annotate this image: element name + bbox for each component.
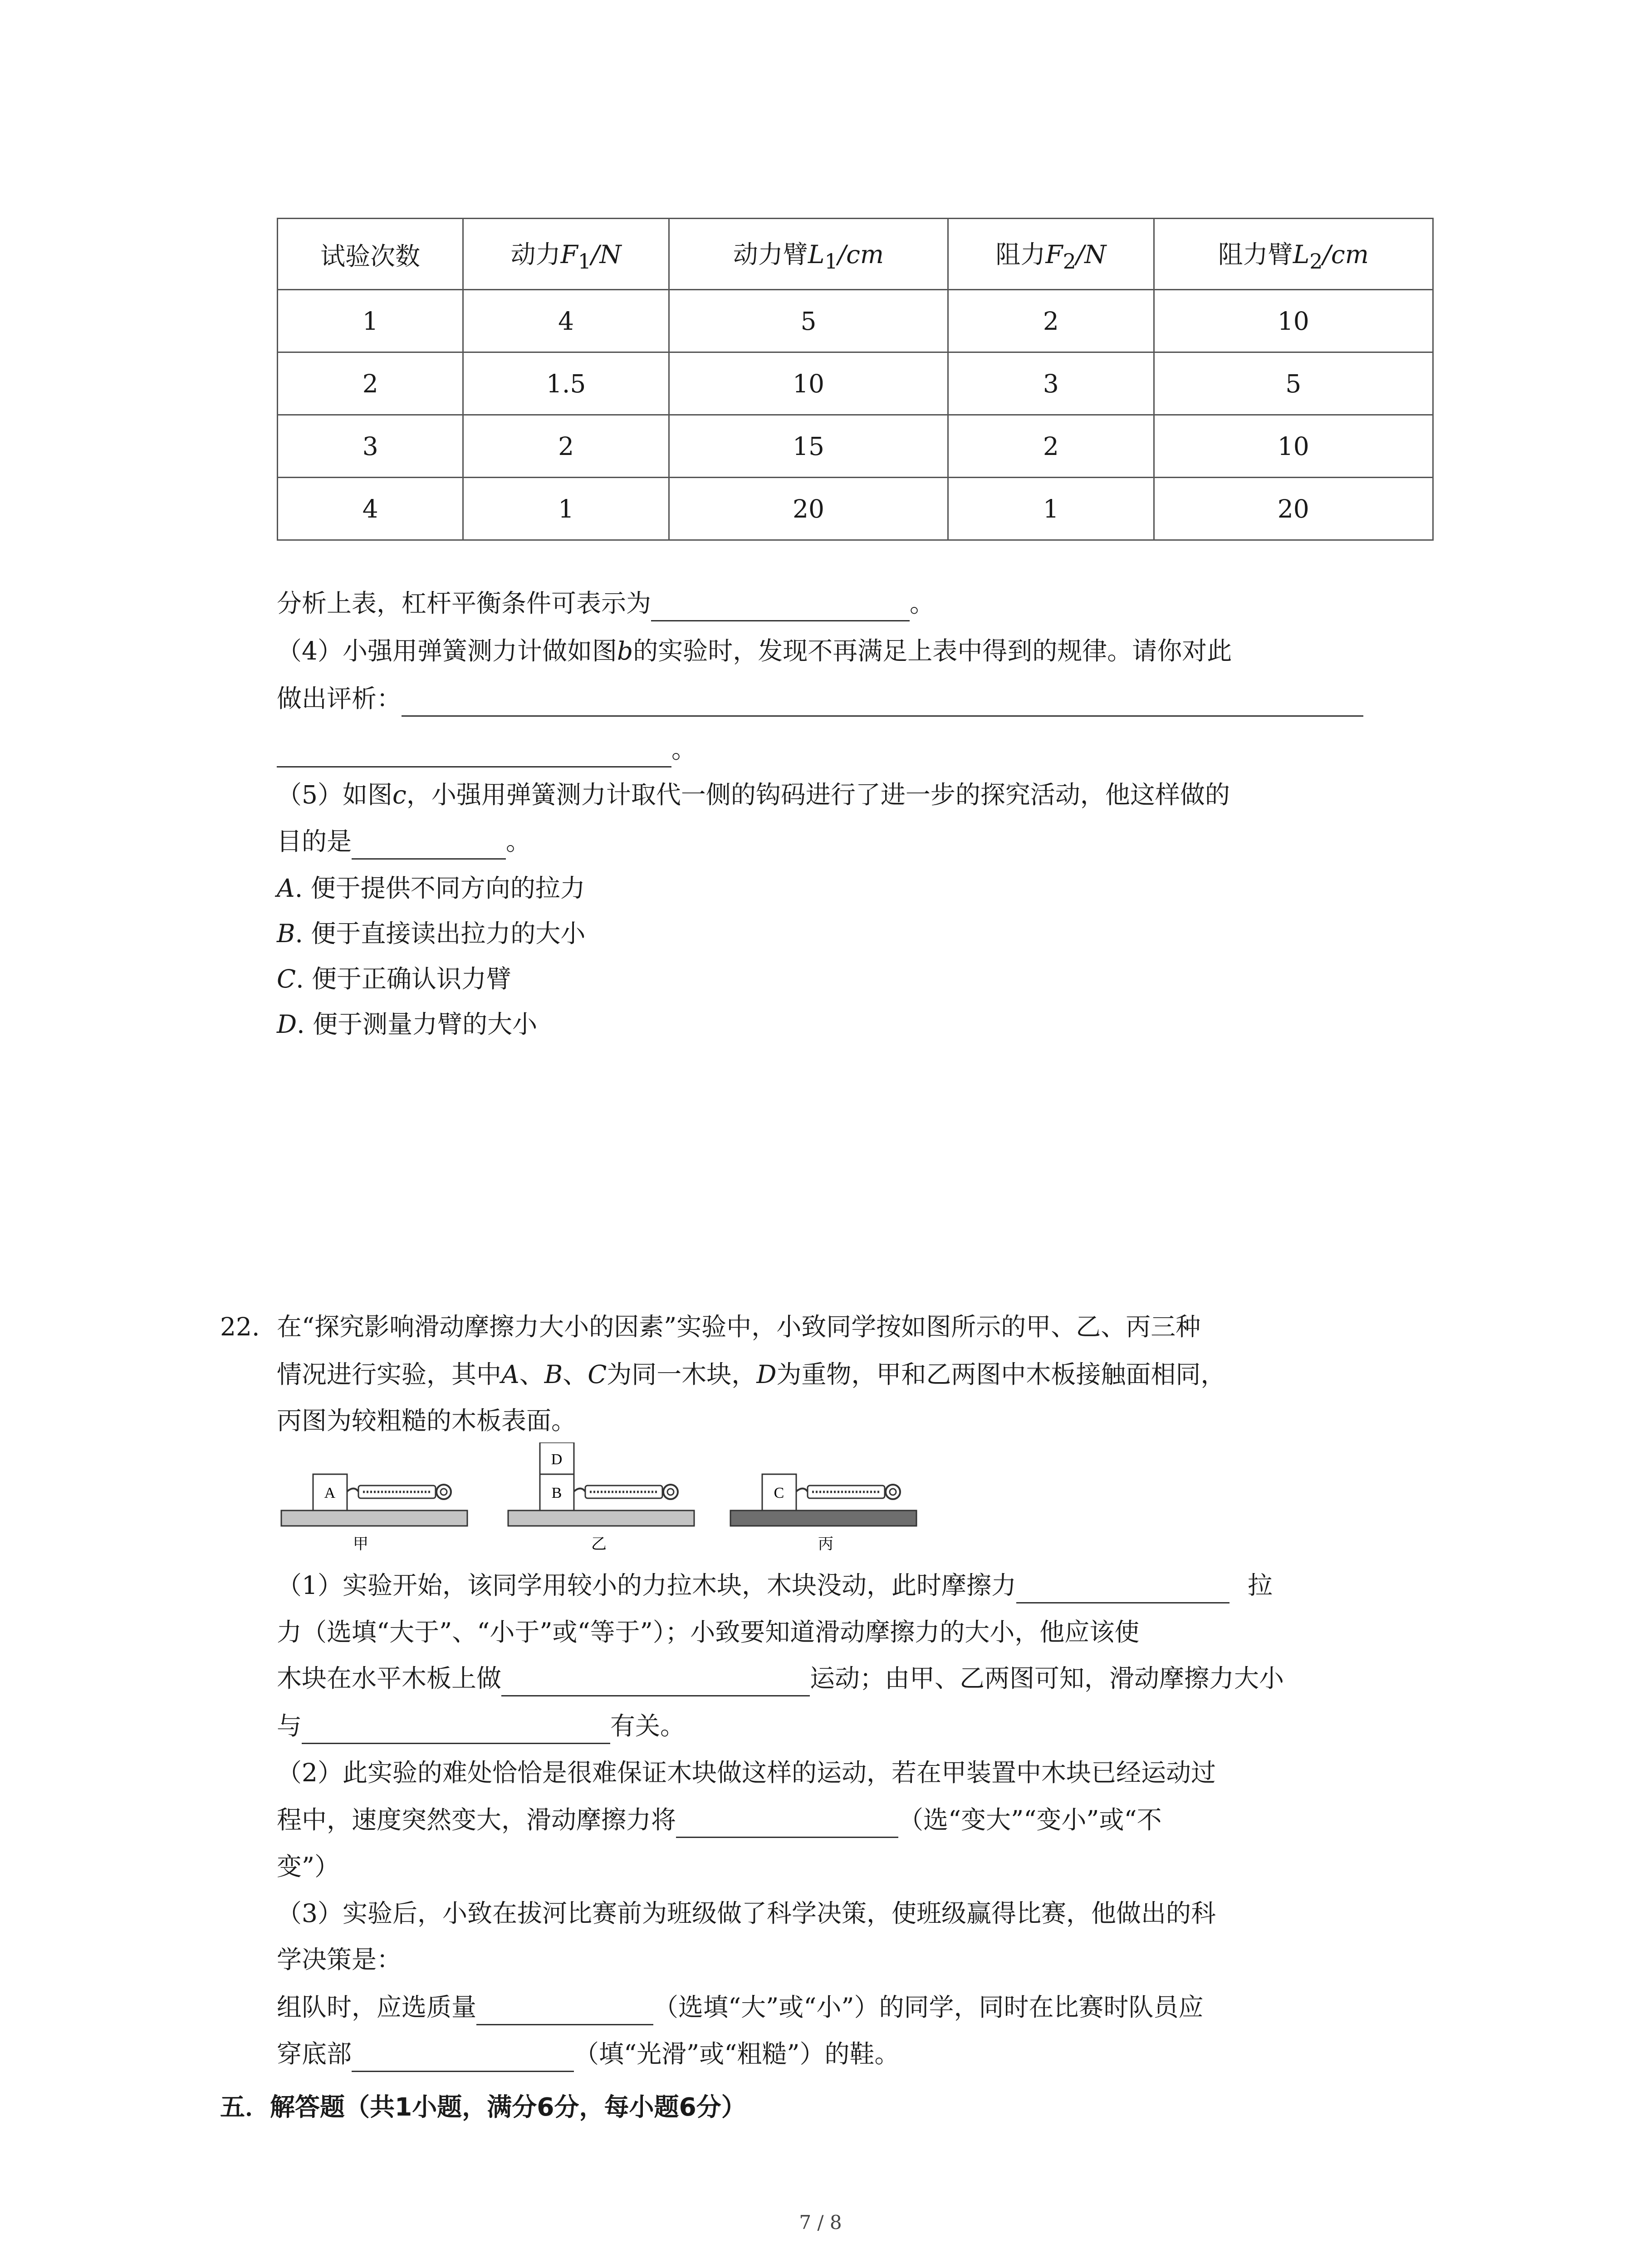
section-heading: 五．解答题（共1小题，满分6分，每小题6分） xyxy=(220,2092,746,2121)
q21-part4-line3: 。 xyxy=(277,731,696,767)
table-cell: 3 xyxy=(948,352,1154,415)
table-header-cell: 动力$F_1/N$ xyxy=(463,219,669,290)
table-cell: 20 xyxy=(1154,478,1433,540)
q22-part1-line4: 与 有关。 xyxy=(277,1708,685,1744)
table-cell: 10 xyxy=(1154,415,1433,478)
table-cell: 1 xyxy=(948,478,1154,540)
wooden-board xyxy=(508,1510,694,1526)
friction-experiment-figure xyxy=(277,1442,939,1560)
table-cell: 5 xyxy=(1154,352,1433,415)
page-number: 7 / 8 xyxy=(799,2211,842,2234)
q22-part2-line2: 程中，速度突然变大，滑动摩擦力将 （选“变大”“变小”或“不 xyxy=(277,1802,1162,1838)
block-c-label: C xyxy=(774,1485,784,1501)
answer-blank[interactable] xyxy=(1016,1575,1230,1603)
wooden-board xyxy=(281,1510,467,1526)
rough-board xyxy=(730,1510,916,1526)
table-header-cell: 动力臂$L_1/cm$ xyxy=(669,219,948,290)
option-d[interactable]: D. 便于测量力臂的大小 xyxy=(277,1010,538,1039)
q22-part3-line4: 穿底部 （填“光滑”或“粗糙”）的鞋。 xyxy=(277,2036,900,2072)
option-c[interactable]: C. 便于正确认识力臂 xyxy=(277,964,512,993)
table-header-cell: 阻力臂$L_2/cm$ xyxy=(1154,219,1433,290)
analysis-line: 分析上表，杠杆平衡条件可表示为 。 xyxy=(277,585,935,621)
table-header-row xyxy=(278,219,1433,290)
table-cell: 5 xyxy=(669,290,948,352)
answer-blank[interactable] xyxy=(352,2043,574,2072)
q22-part3-line1: （3）实验后，小致在拔河比赛前为班级做了科学决策，使班级赢得比赛，他做出的科 xyxy=(277,1899,1216,1928)
setup-jia xyxy=(281,1474,467,1526)
table-header-cell: 试验次数 xyxy=(278,219,463,290)
q21-part4-line2: 做出评析： xyxy=(277,680,1363,717)
block-a-label: A xyxy=(324,1485,336,1501)
answer-blank[interactable] xyxy=(402,688,1363,717)
setup-bing xyxy=(730,1474,916,1526)
table-cell: 20 xyxy=(669,478,948,540)
table-row xyxy=(278,290,1433,352)
table-cell: 2 xyxy=(278,352,463,415)
caption-yi: 乙 xyxy=(591,1535,607,1553)
table-cell: 2 xyxy=(463,415,669,478)
table-cell: 1 xyxy=(463,478,669,540)
q21-part5-line1: （5）如图c，小强用弹簧测力计取代一侧的钩码进行了进一步的探究活动，他这样做的 xyxy=(277,780,1230,809)
table-row xyxy=(278,352,1433,415)
q22-part2-line3: 变”） xyxy=(277,1852,340,1881)
spring-scale-icon xyxy=(796,1485,900,1499)
answer-blank[interactable] xyxy=(676,1809,898,1838)
answer-blank[interactable] xyxy=(302,1716,610,1744)
q22-part1-line3: 木块在水平木板上做 运动；由甲、乙两图可知，滑动摩擦力大小 xyxy=(277,1660,1284,1696)
q22-line2: 情况进行实验，其中A、B、C为同一木块，D为重物，甲和乙两图中木板接触面相同， xyxy=(277,1360,1226,1389)
answer-blank[interactable] xyxy=(476,1997,653,2025)
table-header-cell: 阻力$F_2/N$ xyxy=(948,219,1154,290)
table-cell: 10 xyxy=(1154,290,1433,352)
table-cell: 2 xyxy=(948,415,1154,478)
block-b-label: B xyxy=(551,1485,562,1501)
q22-part2-line1: （2）此实验的难处恰恰是很难保证木块做这样的运动，若在甲装置中木块已经运动过 xyxy=(277,1758,1216,1787)
q21-part4-line1: （4）小强用弹簧测力计做如图b的实验时，发现不再满足上表中得到的规律。请你对此 xyxy=(277,636,1232,665)
q22-number: 22. xyxy=(220,1312,260,1341)
table-cell: 1.5 xyxy=(463,352,669,415)
spring-scale-icon xyxy=(574,1485,678,1499)
q22-part3-line2: 学决策是： xyxy=(277,1945,402,1974)
spring-scale-icon xyxy=(347,1485,451,1499)
table-cell: 4 xyxy=(278,478,463,540)
q21-part5-line2: 目的是 。 xyxy=(277,823,531,860)
q22-line3: 丙图为较粗糙的木板表面。 xyxy=(277,1406,577,1435)
caption-bing: 丙 xyxy=(818,1535,833,1553)
caption-jia: 甲 xyxy=(353,1535,368,1553)
answer-blank[interactable] xyxy=(277,739,671,767)
table-cell: 1 xyxy=(278,290,463,352)
q22-line1: 在“探究影响滑动摩擦力大小的因素”实验中，小致同学按如图所示的甲、乙、丙三种 xyxy=(277,1312,1201,1341)
table-cell: 10 xyxy=(669,352,948,415)
table-cell: 15 xyxy=(669,415,948,478)
answer-blank[interactable] xyxy=(501,1668,810,1696)
table-row xyxy=(278,415,1433,478)
answer-blank[interactable] xyxy=(651,593,910,621)
lever-data-table xyxy=(277,218,1434,541)
table-cell: 2 xyxy=(948,290,1154,352)
q22-part1-line1: （1）实验开始，该同学用较小的力拉木块，木块没动，此时摩擦力 拉 xyxy=(277,1567,1273,1603)
setup-yi xyxy=(508,1442,694,1526)
table-cell: 3 xyxy=(278,415,463,478)
option-b[interactable]: B. 便于直接读出拉力的大小 xyxy=(277,919,586,948)
q22-part1-line2: 力（选填“大于”、“小于”或“等于”）；小致要知道滑动摩擦力的大小，他应该使 xyxy=(277,1618,1140,1647)
table-row xyxy=(278,478,1433,540)
table-cell: 4 xyxy=(463,290,669,352)
q22-part3-line3: 组队时，应选质量 （选填“大”或“小”）的同学，同时在比赛时队员应 xyxy=(277,1989,1204,2025)
option-a[interactable]: A. 便于提供不同方向的拉力 xyxy=(277,874,585,903)
answer-blank[interactable] xyxy=(352,831,506,860)
block-d-label: D xyxy=(551,1451,563,1468)
